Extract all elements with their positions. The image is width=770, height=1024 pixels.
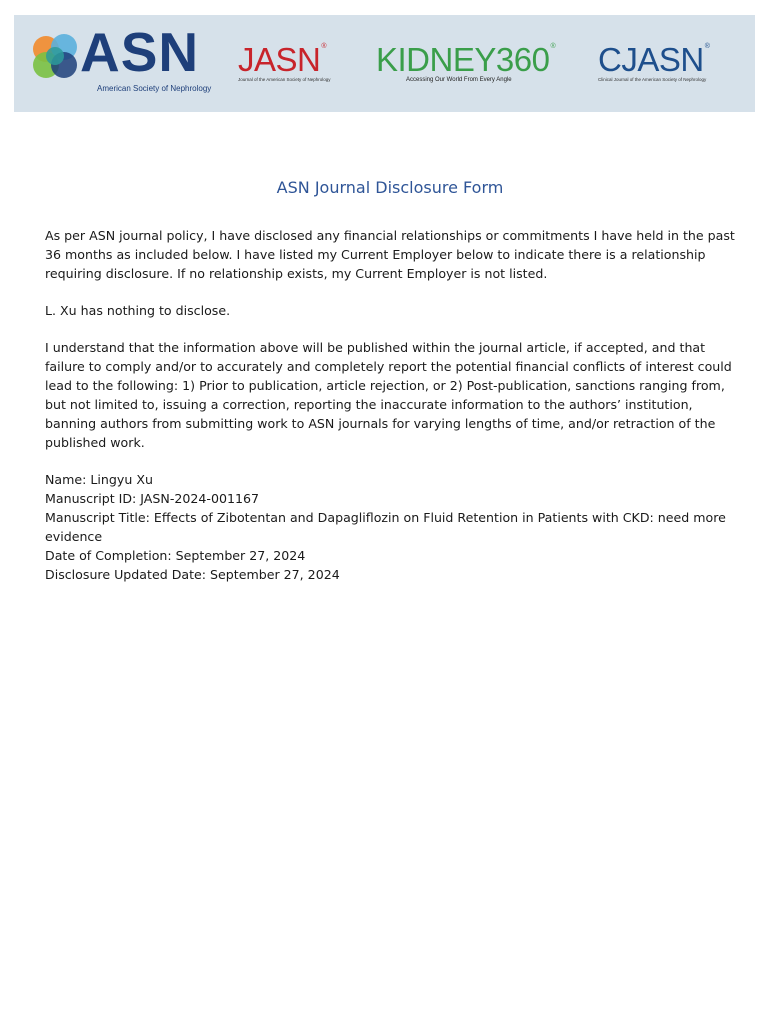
- asn-logo: [30, 21, 212, 101]
- registered-mark: ®: [550, 43, 556, 50]
- kidney360-wordmark: KIDNEY360: [376, 41, 550, 78]
- date-of-completion: Date of Completion: September 27, 2024: [45, 548, 306, 563]
- form-details: [45, 470, 735, 584]
- kidney360-logo: [376, 43, 566, 93]
- registered-mark: ®: [321, 43, 327, 50]
- registered-mark: ®: [704, 43, 710, 50]
- cjasn-subtitle: Clinical Journal of the American Society of Nephrology: [598, 77, 707, 82]
- form-content: [45, 178, 735, 584]
- asn-subtitle: American Society of Nephrology: [97, 84, 212, 93]
- cjasn-wordmark: CJASN: [598, 41, 704, 78]
- manuscript-title: Manuscript Title: Effects of Zibotentan and Dapagliflozin on Fluid Retention in Patients with CKD: need more evidence: [45, 510, 726, 544]
- jasn-logo: [238, 43, 348, 93]
- asn-globe-icon: [30, 31, 82, 83]
- understanding-paragraph: I understand that the information above will be published within the journal article, if accepted, and that failure to comply and/or to accurately and completely report the potential financial conflicts of interest could lead to the following: 1) Prior to publication, article rejection, or 2) Post-publication, sanctions ranging from, but not limited to, issuing a correction, reporting the inaccurate information to the authors’ institution, banning authors from submitting work to ASN journals for varying lengths of time, and/or retraction of the published work.: [45, 340, 732, 450]
- asn-wordmark: ASN: [80, 21, 200, 83]
- kidney360-subtitle: Accessing Our World From Every Angle: [406, 77, 512, 83]
- form-title: ASN Journal Disclosure Form: [276, 178, 504, 197]
- cjasn-logo: [598, 43, 738, 93]
- disclosure-statement: L. Xu has nothing to disclose.: [45, 303, 231, 318]
- manuscript-id: Manuscript ID: JASN-2024-001167: [45, 491, 260, 506]
- disclosure-updated-date: Disclosure Updated Date: September 27, 2024: [45, 567, 340, 582]
- header-banner: [14, 15, 755, 112]
- jasn-subtitle: Journal of the American Society of Nephrology: [238, 77, 331, 82]
- policy-paragraph: As per ASN journal policy, I have disclosed any financial relationships or commitments I have held in the past 36 months as included below. I have listed my Current Employer below to indicate there is a relationship requiring disclosure. If no relationship exists, my Current Employer is not listed.: [45, 228, 735, 281]
- author-name: Name: Lingyu Xu: [45, 472, 153, 487]
- jasn-wordmark: JASN: [238, 41, 321, 78]
